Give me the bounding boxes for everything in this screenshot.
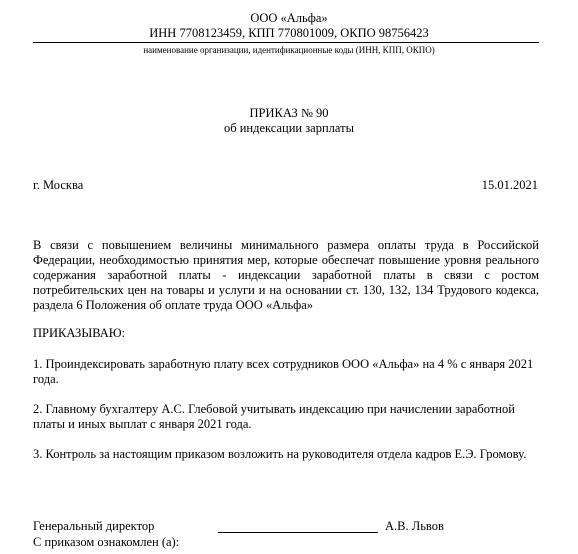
header-divider [33,42,539,43]
signer-role: Генеральный директор [33,519,155,533]
city: г. Москва [33,178,84,192]
order-title: ПРИКАЗ № 90 [249,106,329,120]
signature-line [218,532,378,533]
organization-name: ООО «Альфа» [250,11,328,25]
signer-name: А.В. Львов [385,519,444,533]
preamble-paragraph: В связи с повышением величины минимального размера оплаты труда в Российской Федерации, необходимостью принятия мер, которые обеспечат повышение уровня реального содержания заработной платы - индексации заработной платы в связи с ростом потребительских цен на товары и услуги и на основании ст. 130, 132, 134 Трудового кодекса, раздела 6 Положения об оплате труда ООО «Альфа» [33,238,539,312]
order-item: 2. Главному бухгалтеру А.С. Глебовой учитывать индексацию при начислении заработной платы и иных выплат с января 2021 года. [33,402,515,431]
order-subject: об индексации зарплаты [224,121,354,135]
order-item: 3. Контроль за настоящим приказом возложить на руководителя отдела кадров Е.Э. Громову. [33,447,527,461]
decree-word: ПРИКАЗЫВАЮ: [33,326,126,340]
organization-codes: ИНН 7708123459, КПП 770801009, ОКПО 98756423 [149,26,429,40]
acquainted-label: С приказом ознакомлен (а): [33,535,180,549]
organization-caption: наименование организации, идентификационные коды (ИНН, КПП, ОКПО) [143,45,435,55]
order-date: 15.01.2021 [481,178,538,192]
order-item: 1. Проиндексировать заработную плату всех сотрудников ООО «Альфа» на 4 % с января 2021 года. [33,357,534,386]
